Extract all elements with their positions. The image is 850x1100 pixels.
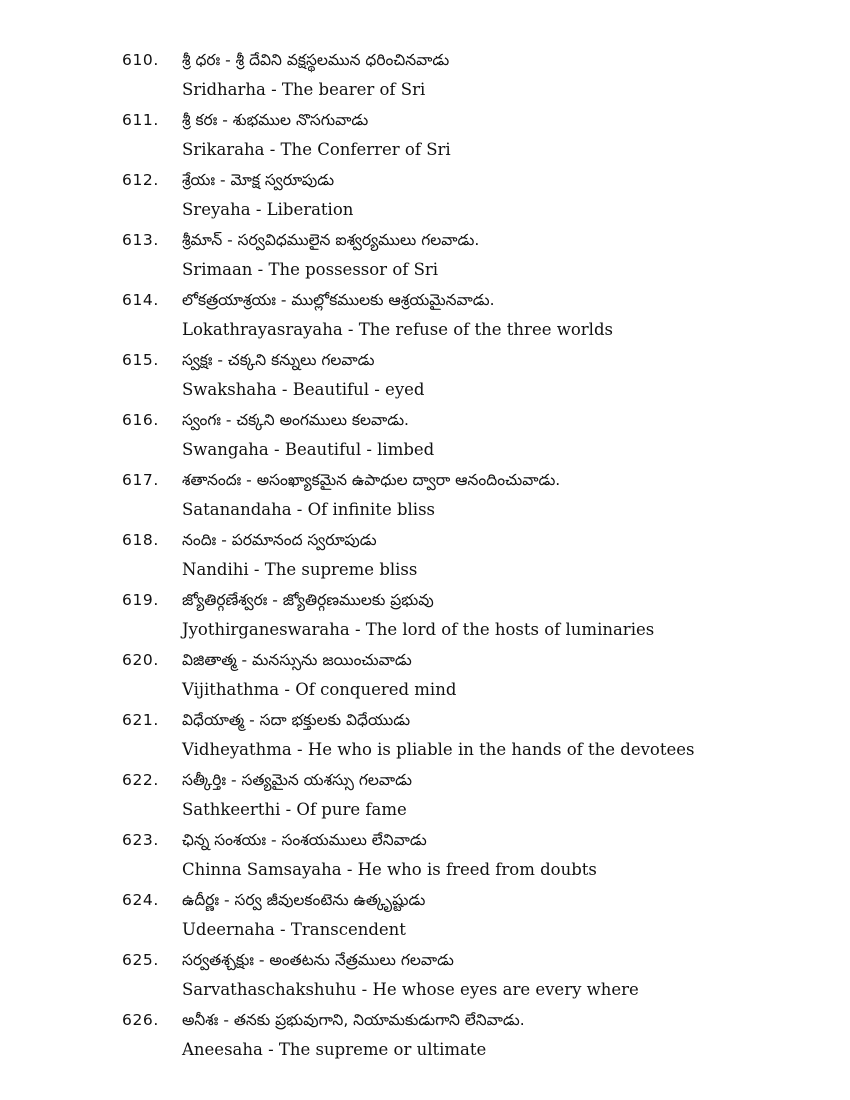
english-meaning: Swangaha - Beautiful - limbed	[182, 440, 435, 459]
telugu-line	[0, 705, 850, 735]
english-meaning: Sarvathaschakshuhu - He whose eyes are every where	[182, 980, 639, 999]
entry-number: 618.	[122, 531, 159, 549]
english-line	[0, 615, 850, 645]
telugu-line	[0, 825, 850, 855]
english-meaning: Satanandaha - Of infinite bliss	[182, 500, 436, 519]
telugu-meaning: స్వక్షః - చక్కని కన్నులు గలవాడు	[182, 351, 375, 369]
telugu-meaning: విజితాత్మ - మనస్సును జయించువాడు	[182, 651, 412, 669]
list-item	[0, 705, 850, 765]
english-line	[0, 135, 850, 165]
telugu-meaning: శ్రీ ధరః - శ్రీ దేవిని వక్షస్థలమున ధరించినవాడు	[182, 51, 450, 69]
telugu-line	[0, 465, 850, 495]
entry-number: 622.	[122, 771, 159, 789]
telugu-line	[0, 405, 850, 435]
telugu-meaning: సర్వతశ్చక్షుః - అంతటను నేత్రములు గలవాడు	[182, 951, 454, 969]
english-meaning: Aneesaha - The supreme or ultimate	[182, 1040, 487, 1059]
list-item	[0, 45, 850, 105]
english-meaning: Sathkeerthi - Of pure fame	[182, 800, 407, 819]
list-item	[0, 405, 850, 465]
list-item	[0, 885, 850, 945]
english-meaning: Vidheyathma - He who is pliable in the hands of the devotees	[182, 740, 695, 759]
english-meaning: Srimaan - The possessor of Sri	[182, 260, 439, 279]
telugu-meaning: శతానందః - అసంఖ్యాకమైన ఉపాధుల ద్వారా ఆనందించువాడు.	[182, 471, 561, 489]
entry-number: 611.	[122, 111, 159, 129]
telugu-line	[0, 885, 850, 915]
telugu-line	[0, 765, 850, 795]
telugu-meaning: సత్కీర్తిః - సత్యమైన యశస్సు గలవాడు	[182, 771, 412, 789]
entry-number: 624.	[122, 891, 159, 909]
entry-number: 617.	[122, 471, 159, 489]
english-meaning: Lokathrayasrayaha - The refuse of the three worlds	[182, 320, 613, 339]
telugu-meaning: జ్యోతిర్గణేశ్వరః - జ్యోతిర్గణములకు ప్రభువు	[182, 591, 434, 609]
english-line	[0, 975, 850, 1005]
english-line	[0, 675, 850, 705]
english-line	[0, 855, 850, 885]
english-meaning: Jyothirganeswaraha - The lord of the hosts of luminaries	[182, 620, 655, 639]
telugu-line	[0, 1005, 850, 1035]
list-item	[0, 825, 850, 885]
entry-number: 625.	[122, 951, 159, 969]
list-item	[0, 525, 850, 585]
telugu-meaning: శ్రేయః - మోక్ష స్వరూపుడు	[182, 171, 335, 189]
entry-number: 616.	[122, 411, 159, 429]
entry-number: 615.	[122, 351, 159, 369]
english-line	[0, 495, 850, 525]
english-line	[0, 795, 850, 825]
english-line	[0, 435, 850, 465]
english-line	[0, 555, 850, 585]
english-meaning: Sridharha - The bearer of Sri	[182, 80, 426, 99]
list-item	[0, 645, 850, 705]
telugu-line	[0, 645, 850, 675]
english-line	[0, 1035, 850, 1065]
english-meaning: Vijithathma - Of conquered mind	[182, 680, 457, 699]
telugu-meaning: అనీశః - తనకు ప్రభువుగాని, నియామకుడుగాని లేనివాడు.	[182, 1011, 525, 1029]
list-item	[0, 1005, 850, 1065]
telugu-meaning: లోకత్రయాశ్రయః - ముల్లోకములకు ఆశ్రయమైనవాడు.	[182, 291, 495, 309]
telugu-meaning: నందిః - పరమానంద స్వరూపుడు	[182, 531, 377, 549]
telugu-line	[0, 285, 850, 315]
english-line	[0, 75, 850, 105]
list-item	[0, 585, 850, 645]
telugu-line	[0, 225, 850, 255]
entry-number: 612.	[122, 171, 159, 189]
english-meaning: Sreyaha - Liberation	[182, 200, 354, 219]
name-list	[0, 45, 850, 1065]
list-item	[0, 765, 850, 825]
telugu-line	[0, 525, 850, 555]
telugu-meaning: శ్రీమాన్ - సర్వవిధములైన ఐశ్వర్యములు గలవాడు.	[182, 231, 480, 249]
english-meaning: Swakshaha - Beautiful - eyed	[182, 380, 425, 399]
telugu-line	[0, 345, 850, 375]
english-meaning: Srikaraha - The Conferrer of Sri	[182, 140, 451, 159]
english-line	[0, 195, 850, 225]
entry-number: 610.	[122, 51, 159, 69]
telugu-meaning: విధేయాత్మ - సదా భక్తులకు విధేయుడు	[182, 711, 411, 729]
list-item	[0, 465, 850, 525]
english-line	[0, 735, 850, 765]
english-meaning: Udeernaha - Transcendent	[182, 920, 406, 939]
entry-number: 614.	[122, 291, 159, 309]
english-line	[0, 315, 850, 345]
list-item	[0, 285, 850, 345]
entry-number: 621.	[122, 711, 159, 729]
list-item	[0, 225, 850, 285]
telugu-meaning: శ్రీ కరః - శుభముల నొసగువాడు	[182, 111, 369, 129]
english-line	[0, 915, 850, 945]
english-meaning: Nandihi - The supreme bliss	[182, 560, 418, 579]
english-line	[0, 375, 850, 405]
telugu-meaning: ఉదీర్ణః - సర్వ జీవులకంటెను ఉత్కృష్టుడు	[182, 891, 426, 909]
list-item	[0, 165, 850, 225]
telugu-line	[0, 105, 850, 135]
entry-number: 613.	[122, 231, 159, 249]
english-meaning: Chinna Samsayaha - He who is freed from doubts	[182, 860, 597, 879]
telugu-line	[0, 45, 850, 75]
list-item	[0, 345, 850, 405]
telugu-meaning: స్వంగః - చక్కని అంగములు కలవాడు.	[182, 411, 409, 429]
telugu-line	[0, 165, 850, 195]
english-line	[0, 255, 850, 285]
entry-number: 619.	[122, 591, 159, 609]
entry-number: 626.	[122, 1011, 159, 1029]
entry-number: 623.	[122, 831, 159, 849]
telugu-line	[0, 945, 850, 975]
list-item	[0, 945, 850, 1005]
telugu-line	[0, 585, 850, 615]
entry-number: 620.	[122, 651, 159, 669]
telugu-meaning: ఛిన్న సంశయః - సంశయములు లేనివాడు	[182, 831, 427, 849]
list-item	[0, 105, 850, 165]
